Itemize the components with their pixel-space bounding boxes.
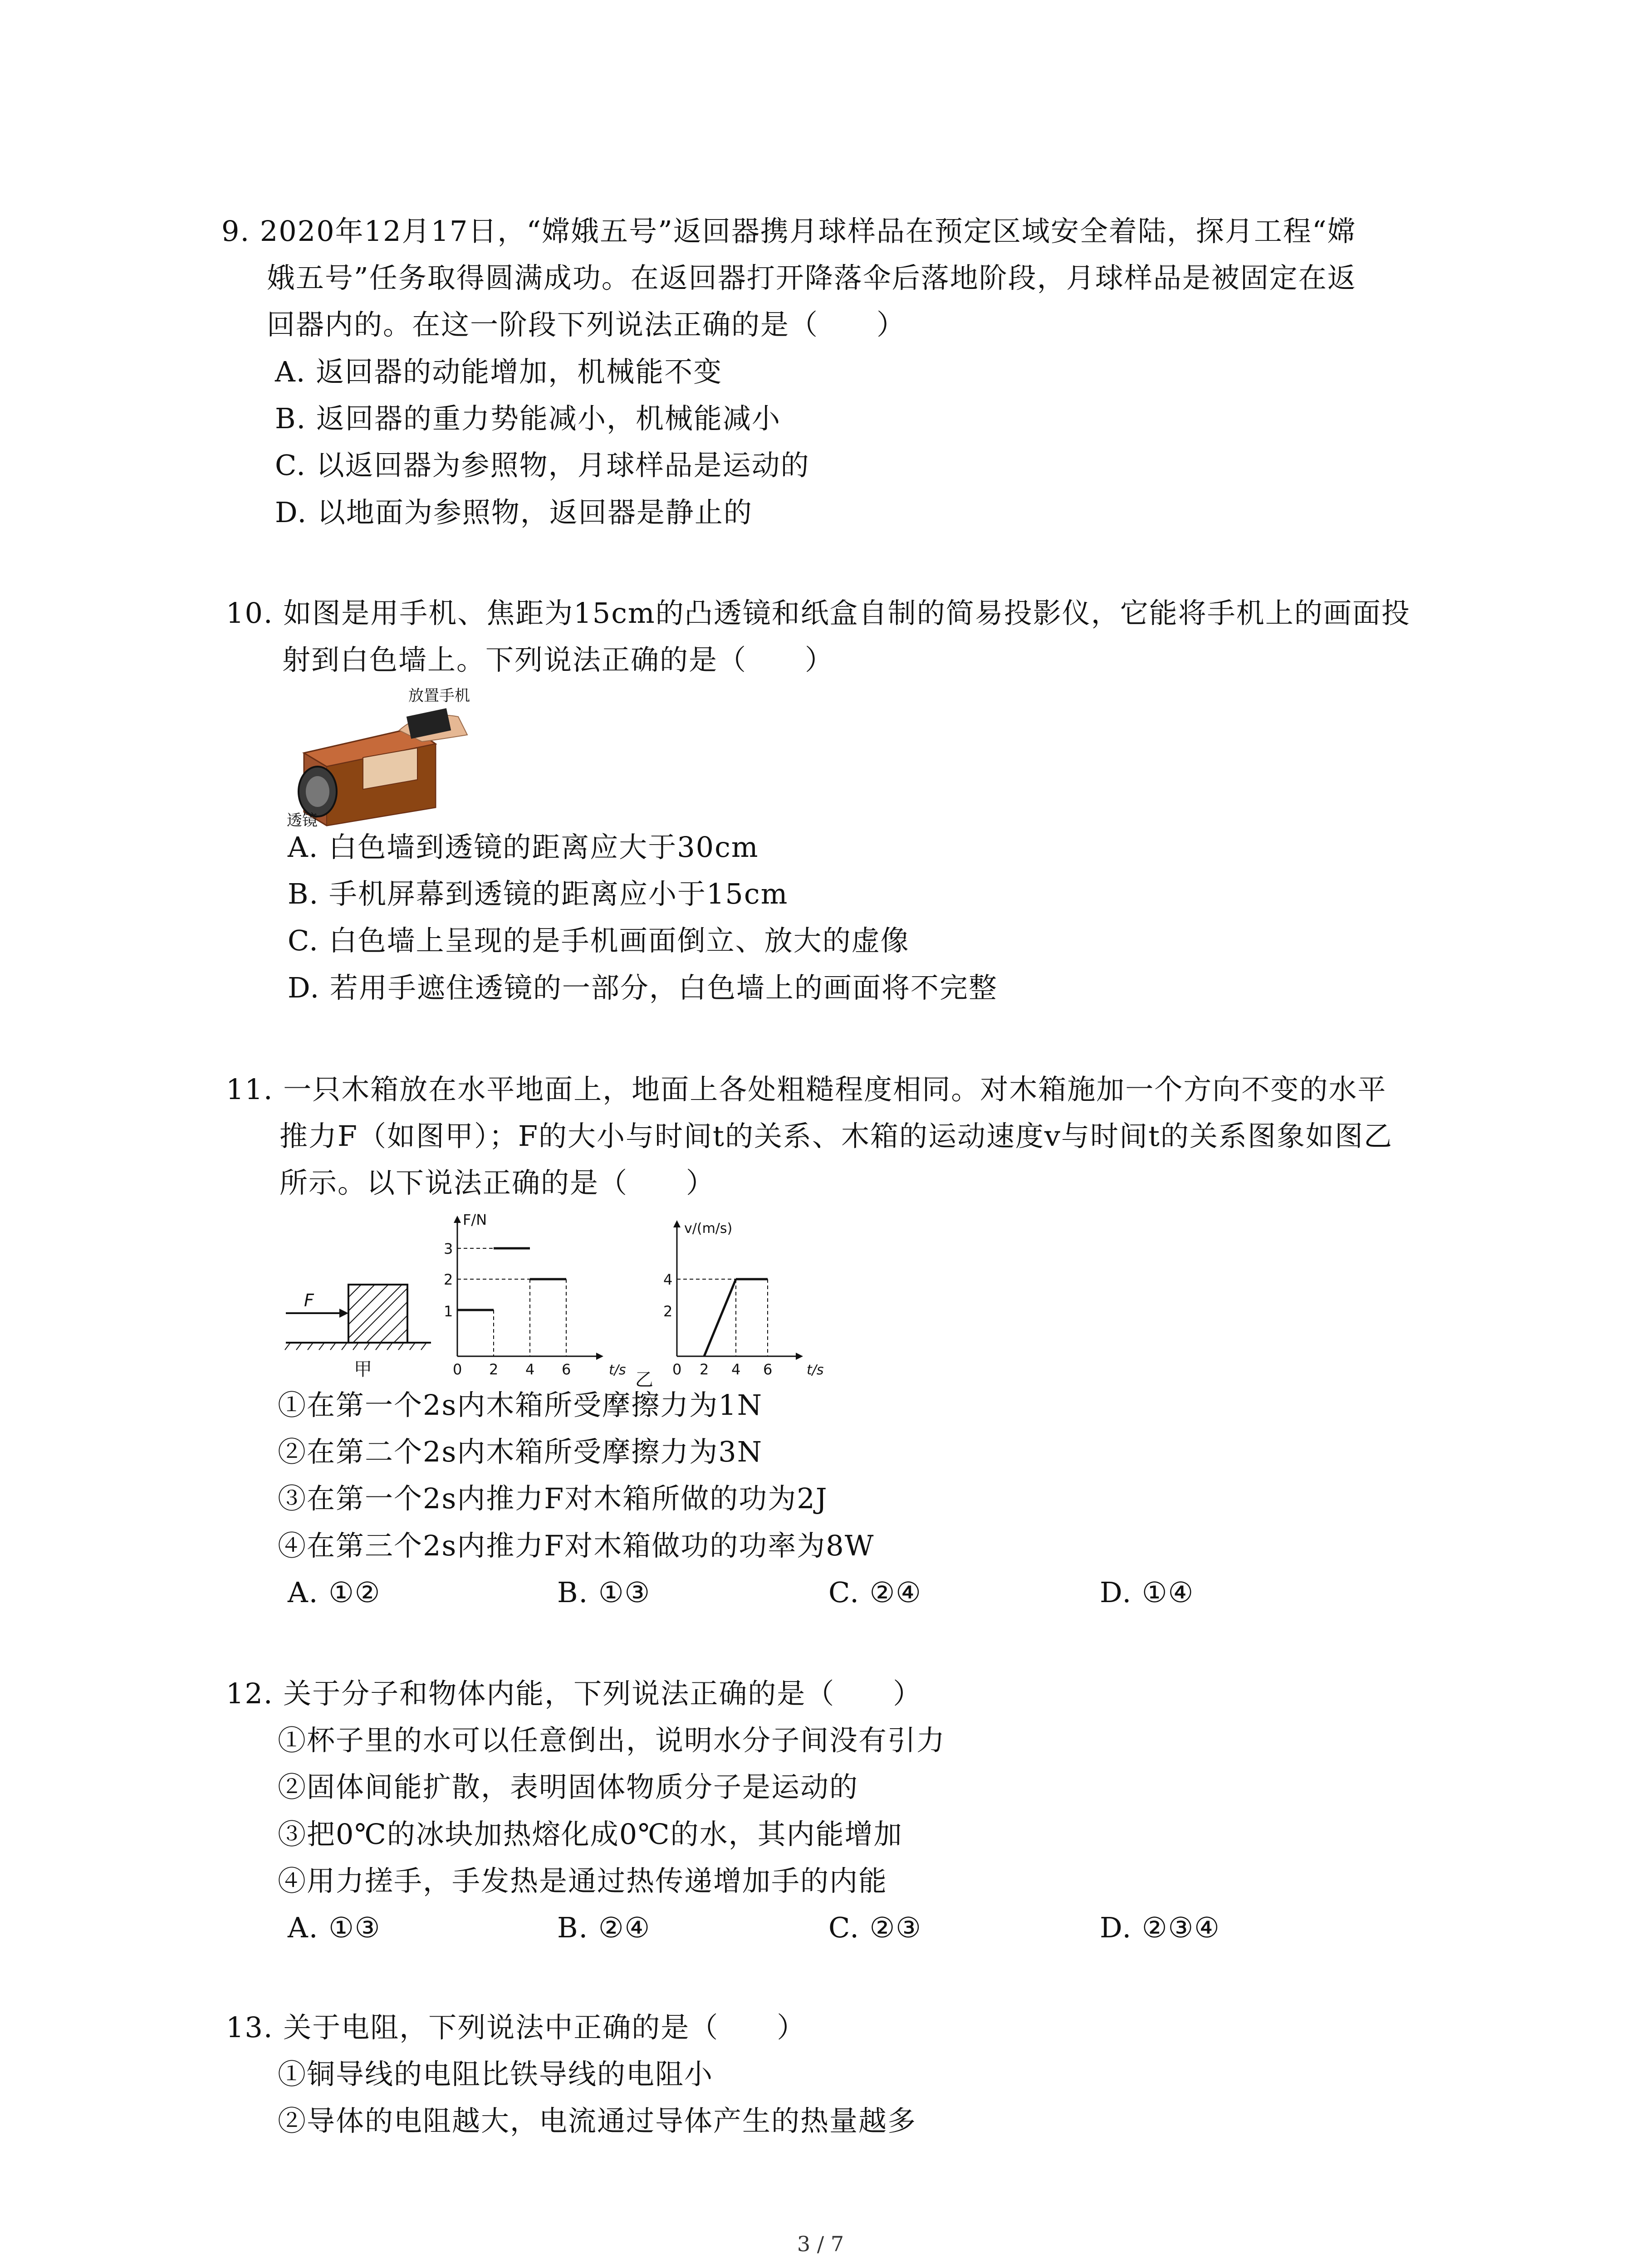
q12-option-b: B. ②④ bbox=[557, 1911, 651, 1944]
q11-option-d: D. ①④ bbox=[1100, 1576, 1195, 1609]
q9-line1: 9. 2020年12月17日，“嫦娥五号”返回器携月球样品在预定区域安全着陆，探月工程“嫦 bbox=[221, 215, 1357, 248]
q11-statement-4: ④在第三个2s内推力F对木箱做功的功率为8W bbox=[278, 1529, 875, 1562]
graph1-ylabel: F/N bbox=[463, 1211, 487, 1228]
force-label: F bbox=[304, 1290, 314, 1310]
q11-statement-2: ②在第二个2s内木箱所受摩擦力为3N bbox=[278, 1435, 763, 1468]
graph2-xtick-6: 6 bbox=[763, 1361, 773, 1378]
graph2-ytick-2: 2 bbox=[663, 1303, 673, 1320]
q9-line3: 回器内的。在这一阶段下列说法正确的是（ ） bbox=[267, 308, 906, 341]
q13-statement-1: ①铜导线的电阻比铁导线的电阻小 bbox=[278, 2058, 714, 2091]
q9-option-d: D. 以地面为参照物，返回器是静止的 bbox=[275, 496, 753, 529]
q12-statement-2: ②固体间能扩散，表明固体物质分子是运动的 bbox=[278, 1770, 859, 1804]
graph2-xtick-4: 4 bbox=[731, 1361, 741, 1378]
fig-label-lens: 透镜 bbox=[287, 811, 318, 830]
label-yi: 乙 bbox=[635, 1369, 653, 1390]
graph1-xtick-0: 0 bbox=[453, 1361, 462, 1378]
q11-line2: 推力F（如图甲）；F的大小与时间t的关系、木箱的运动速度v与时间t的关系图象如图乙 bbox=[279, 1119, 1393, 1153]
graph2-xtick-2: 2 bbox=[700, 1361, 709, 1378]
graph2-xtick-0: 0 bbox=[672, 1361, 682, 1378]
q10-line1: 10. 如图是用手机、焦距为15cm的凸透镜和纸盒自制的简易投影仪，它能将手机上的画面投 bbox=[226, 596, 1411, 630]
fig-label-phone: 放置手机 bbox=[408, 687, 470, 705]
q11-option-a: A. ①② bbox=[288, 1576, 381, 1609]
q11-line1: 11. 一只木箱放在水平地面上，地面上各处粗糙程度相同。对木箱施加一个方向不变的水平 bbox=[226, 1073, 1387, 1106]
q12-option-a: A. ①③ bbox=[288, 1911, 381, 1944]
q11-option-b: B. ①③ bbox=[557, 1576, 651, 1609]
q12-statement-3: ③把0℃的冰块加热熔化成0℃的水，其内能增加 bbox=[278, 1818, 903, 1851]
q9-option-a: A. 返回器的动能增加，机械能不变 bbox=[275, 355, 723, 388]
q9-option-b: B. 返回器的重力势能减小，机械能减小 bbox=[275, 402, 781, 435]
v-segment-accel bbox=[704, 1279, 736, 1356]
q10-option-c: C. 白色墙上呈现的是手机画面倒立、放大的虚像 bbox=[288, 924, 910, 957]
q11-option-c: C. ②④ bbox=[828, 1576, 922, 1609]
q12-line1: 12. 关于分子和物体内能，下列说法正确的是（ ） bbox=[226, 1677, 922, 1710]
graph-force-time bbox=[444, 1211, 626, 1378]
q11-line3: 所示。以下说法正确的是（ ） bbox=[279, 1166, 715, 1199]
q13-statement-2: ②导体的电阻越大，电流通过导体产生的热量越多 bbox=[278, 2104, 917, 2137]
q11-figure bbox=[281, 1207, 853, 1397]
q11-statement-3: ③在第一个2s内推力F对木箱所做的功为2J bbox=[278, 1482, 828, 1515]
figure-jia bbox=[285, 1285, 431, 1380]
q11-statement-1: ①在第一个2s内木箱所受摩擦力为1N bbox=[278, 1388, 763, 1422]
graph1-xlabel: t/s bbox=[609, 1362, 626, 1378]
graph1-ytick-1: 1 bbox=[444, 1303, 453, 1320]
projector-photo bbox=[286, 685, 476, 830]
q9-option-c: C. 以返回器为参照物，月球样品是运动的 bbox=[275, 449, 810, 482]
graph2-xlabel: t/s bbox=[807, 1362, 824, 1378]
q10-option-a: A. 白色墙到透镜的距离应大于30cm bbox=[288, 831, 759, 864]
graph1-xtick-2: 2 bbox=[489, 1361, 499, 1378]
q12-option-c: C. ②③ bbox=[828, 1911, 922, 1944]
label-jia: 甲 bbox=[354, 1359, 372, 1380]
graph1-ytick-3: 3 bbox=[444, 1240, 453, 1257]
q10-option-d: D. 若用手遮住透镜的一部分，白色墙上的画面将不完整 bbox=[288, 971, 998, 1004]
graph1-xtick-6: 6 bbox=[562, 1361, 571, 1378]
graph2-ytick-4: 4 bbox=[663, 1271, 673, 1288]
q10-option-b: B. 手机屏幕到透镜的距离应小于15cm bbox=[288, 877, 789, 910]
q10-line2: 射到白色墙上。下列说法正确的是（ ） bbox=[282, 643, 834, 676]
graph-velocity-time bbox=[635, 1220, 824, 1390]
graph2-ylabel: v/(m/s) bbox=[684, 1221, 733, 1237]
q12-statement-4: ④用力搓手，手发热是通过热传递增加手的内能 bbox=[278, 1864, 888, 1897]
q12-statement-1: ①杯子里的水可以任意倒出，说明水分子间没有引力 bbox=[278, 1724, 946, 1757]
q12-option-d: D. ②③④ bbox=[1100, 1911, 1220, 1944]
q13-line1: 13. 关于电阻，下列说法中正确的是（ ） bbox=[226, 2011, 806, 2044]
q9-line2: 娥五号”任务取得圆满成功。在返回器打开降落伞后落地阶段，月球样品是被固定在返 bbox=[267, 261, 1357, 294]
graph1-xtick-4: 4 bbox=[525, 1361, 535, 1378]
graph1-ytick-2: 2 bbox=[444, 1271, 453, 1288]
page-number: 3 / 7 bbox=[797, 2232, 844, 2256]
